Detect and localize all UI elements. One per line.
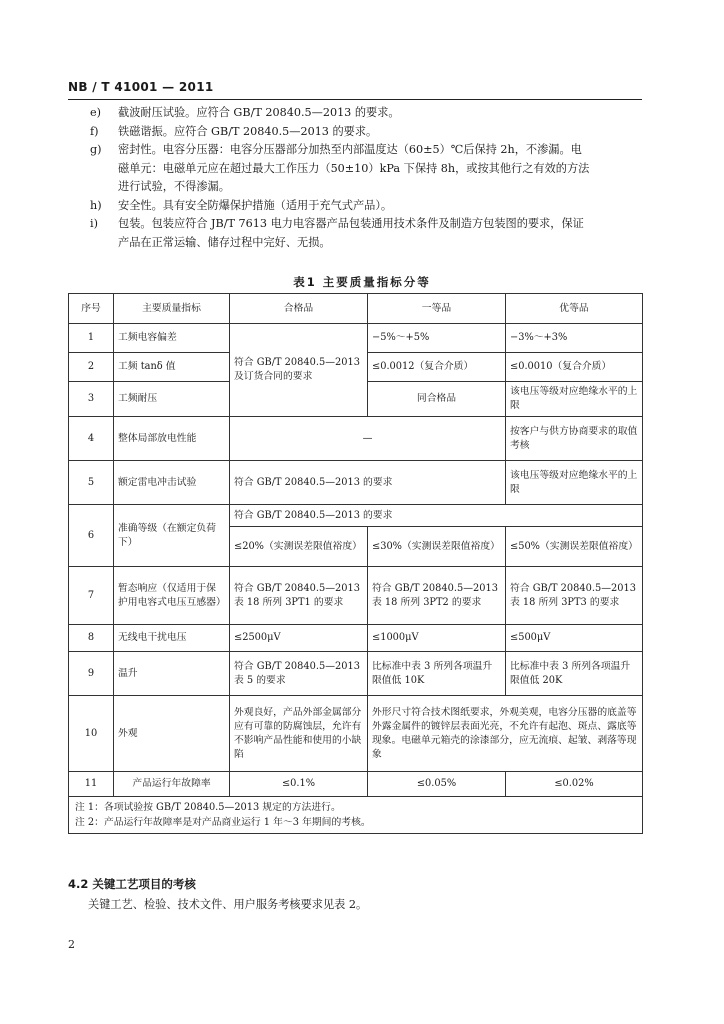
table-notes-row (69, 797, 643, 834)
list-item (68, 197, 642, 216)
best-grade-cell: 符合 GB/T 20840.5—2013 表 18 所列 3PT3 的要求 (506, 567, 643, 625)
requirement-list (68, 104, 642, 252)
best-grade-cell: ≤50%（实测误差限值裕度） (506, 527, 643, 567)
best-grade-cell: ≤0.02% (506, 772, 643, 797)
header-rule (68, 99, 642, 100)
row-number: 6 (69, 505, 114, 567)
header-cell: 主要质量指标 (114, 294, 230, 324)
section-text: 关键工艺、检验、技术文件、用户服务考核要求见表 2。 (88, 898, 368, 911)
indicator-name: 温升 (114, 652, 230, 696)
row-number: 1 (69, 324, 114, 353)
document-header: NB / T 41001 — 2011 (68, 80, 214, 94)
merged-grade-cell: 符合 GB/T 20840.5—2013 的要求 (230, 461, 506, 505)
row-number: 5 (69, 461, 114, 505)
best-grade-cell: −3%～+3% (506, 324, 643, 353)
item-text: 铁磁谐振。应符合 GB/T 20840.5—2013 的要求。 (118, 124, 378, 138)
list-item (68, 123, 642, 142)
table-row (69, 324, 643, 353)
best-grade-cell: 该电压等级对应绝缘水平的上限 (506, 382, 643, 417)
indicator-name: 无线电干扰电压 (114, 625, 230, 652)
first-grade-cell: 同合格品 (368, 382, 506, 417)
best-grade-cell: 该电压等级对应绝缘水平的上限 (506, 461, 643, 505)
item-mark: i) (90, 217, 98, 230)
first-grade-cell: ≤0.05% (368, 772, 506, 797)
table-row (69, 652, 643, 696)
first-grade-cell: ≤1000μV (368, 625, 506, 652)
row-number: 3 (69, 382, 114, 417)
list-item (68, 104, 642, 123)
first-grade-cell: 比标准中表 3 所列各项温升限值低 10K (368, 652, 506, 696)
row-number: 4 (69, 417, 114, 461)
item-text: 产品在正常运输、储存过程中完好、无损。 (118, 235, 331, 249)
item-mark: h) (90, 198, 102, 212)
indicator-name: 工频 tanδ 值 (114, 353, 230, 382)
indicator-name: 工频耐压 (114, 382, 230, 417)
row-number: 10 (69, 696, 114, 772)
table-caption: 表1 主要质量指标分等 (293, 275, 431, 289)
best-grade-cell: 比标准中表 3 所列各项温升限值低 20K (506, 652, 643, 696)
row-number: 7 (69, 567, 114, 625)
row-number: 2 (69, 353, 114, 382)
qualified-grade-cell: ≤0.1% (230, 772, 368, 797)
item-mark: e) (90, 106, 101, 119)
row-number: 11 (69, 772, 114, 797)
table-row (69, 417, 643, 461)
item-text: 截波耐压试验。应符合 GB/T 20840.5—2013 的要求。 (118, 106, 400, 119)
qualified-grade-cell: ≤2500μV (230, 625, 368, 652)
table-row (69, 772, 643, 797)
item-text: 密封性。电容分压器：电容分压器部分加热至内部温度达（60±5）℃后保持 2h，不渗漏。电 (118, 143, 582, 156)
first-grade-cell: ≤30%（实测误差限值裕度） (368, 527, 506, 567)
table-row (69, 567, 643, 625)
row-number: 9 (69, 652, 114, 696)
merged-grade-cell: 外形尺寸符合技术图纸要求，外观美观，电容分压器的底盖等外露金属件的镀锌层表面光亮，不允许有起泡、斑点、露底等现象。电磁单元箱壳的涂漆部分，应无流痕、起皱、剥落等现象 (368, 696, 643, 772)
qualified-grade-cell: 外观良好，产品外部金属部分应有可靠的防腐蚀层，允许有不影响产品性能和使用的小缺陷 (230, 696, 368, 772)
table-header-row (69, 294, 643, 324)
header-cell: 一等品 (368, 294, 506, 324)
header-cell: 序号 (69, 294, 114, 324)
indicator-name: 工频电容偏差 (114, 324, 230, 353)
section-heading: 4.2 关键工艺项目的考核 (68, 877, 196, 891)
indicator-name: 整体局部放电性能 (114, 417, 230, 461)
indicator-name: 暂态响应（仅适用于保护用电容式电压互感器） (114, 567, 230, 625)
qualified-grade-cell: ≤20%（实测误差限值裕度） (230, 527, 368, 567)
table-note: 注 1：各项试验按 GB/T 20840.5—2013 规定的方法进行。 (75, 802, 341, 813)
row-number: 8 (69, 625, 114, 652)
merged-grade-cell: — (230, 417, 506, 461)
indicator-name: 产品运行年故障率 (114, 772, 230, 797)
header-cell: 合格品 (230, 294, 368, 324)
item-text: 安全性。具有安全防爆保护措施（适用于充气式产品）。 (118, 198, 393, 212)
item-mark: f) (90, 124, 99, 138)
table-row (69, 625, 643, 652)
indicator-name: 外观 (114, 696, 230, 772)
item-mark: g) (90, 143, 102, 156)
qualified-grade-cell: 符合 GB/T 20840.5—2013 表 5 的要求 (230, 652, 368, 696)
qualified-grade-cell: 符合 GB/T 20840.5—2013 及订货合同的要求 (230, 324, 368, 417)
indicator-name: 准确等级（在额定负荷下） (114, 505, 230, 567)
table-row (69, 696, 643, 772)
best-grade-cell: ≤500μV (506, 625, 643, 652)
list-item (68, 215, 642, 252)
first-grade-cell: ≤0.0012（复合介质） (368, 353, 506, 382)
first-grade-cell: −5%～+5% (368, 324, 506, 353)
list-item (68, 141, 642, 197)
quality-grade-table (68, 293, 643, 834)
item-text: 包装。包装应符合 JB/T 7613 电力电容器产品包装通用技术条件及制造方包装图的要求，保证 (118, 217, 584, 230)
table-note: 注 2：产品运行年故障率是对产品商业运行 1 年～3 年期间的考核。 (75, 817, 371, 828)
best-grade-cell: 按客户与供方协商要求的取值考核 (506, 417, 643, 461)
item-text: 进行试验，不得渗漏。 (118, 180, 230, 193)
page-number: 2 (68, 938, 75, 951)
table-row (69, 505, 643, 527)
item-text: 磁单元：电磁单元应在超过最大工作压力（50±10）kPa 下保持 8h，或按其他行之有效的方法 (118, 161, 590, 175)
table-row (69, 461, 643, 505)
best-grade-cell: ≤0.0010（复合介质） (506, 353, 643, 382)
merged-grade-cell: 符合 GB/T 20840.5—2013 的要求 (230, 505, 643, 527)
indicator-name: 额定雷电冲击试验 (114, 461, 230, 505)
header-cell: 优等品 (506, 294, 643, 324)
qualified-grade-cell: 符合 GB/T 20840.5—2013 表 18 所列 3PT1 的要求 (230, 567, 368, 625)
first-grade-cell: 符合 GB/T 20840.5—2013 表 18 所列 3PT2 的要求 (368, 567, 506, 625)
